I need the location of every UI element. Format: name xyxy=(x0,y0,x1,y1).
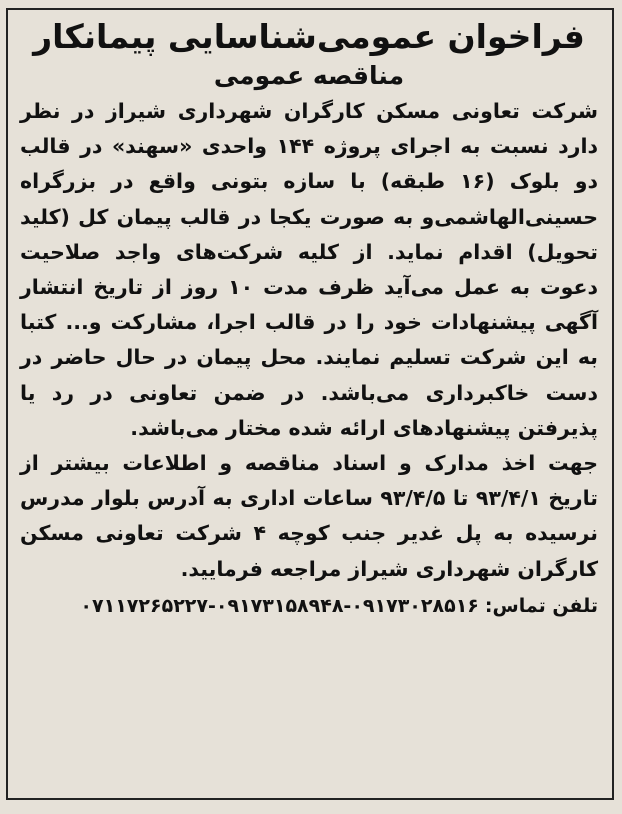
notice-subtitle: مناقصه عمومی xyxy=(213,61,405,90)
contact-line xyxy=(20,589,598,623)
notice-body-paragraph-1: شرکت تعاونی مسکن کارگران شهرداری شیراز در نظر دارد نسبت به اجرای پروژه ۱۴۴ واحدی «سهند» در قالب دو بلوک (۱۶ طبقه) با سازه بتونی واقع در بزرگراه حسینی‌الهاشمی‌و به صورت یکجا در قالب پیمان کل (کلید تحویل) اقدام نماید. از کلیه شرکت‌های واجد صلاحیت دعوت به عمل می‌آید ظرف مدت ۱۰ روز از تاریخ انتشار آگهی پیشنهادات خود را در قالب اجرا، مشارکت و... کتبا به این شرکت تسلیم نمایند. محل پیمان در حال حاضر در دست خاکبرداری می‌باشد. در ضمن تعاونی در رد یا پذیرفتن پیشنهادهای ارائه شده مختار می‌باشد. xyxy=(20,99,599,440)
notice-body-paragraph-2: جهت اخذ مدارک و اسناد مناقصه و اطلاعات بیشتر از تاریخ ۹۳/۴/۱ تا ۹۳/۴/۵ ساعات اداری به آدرس بلوار مدرس نرسیده به پل غدیر جنب کوچه ۴ شرکت تعاونی مسکن کارگران شهرداری شیراز مراجعه فرمایید. xyxy=(20,451,599,581)
contact-phone-numbers: ۰۷۱۱۷۲۶۵۲۲۷-۰۹۱۷۳۱۵۸۹۴۸-۰۹۱۷۳۰۲۸۵۱۶ xyxy=(80,594,479,617)
notice-title: فراخوان عمومی‌شناسایی پیمانکار xyxy=(33,17,585,56)
notice-box xyxy=(6,8,614,800)
contact-label: تلفن تماس: xyxy=(484,594,598,617)
